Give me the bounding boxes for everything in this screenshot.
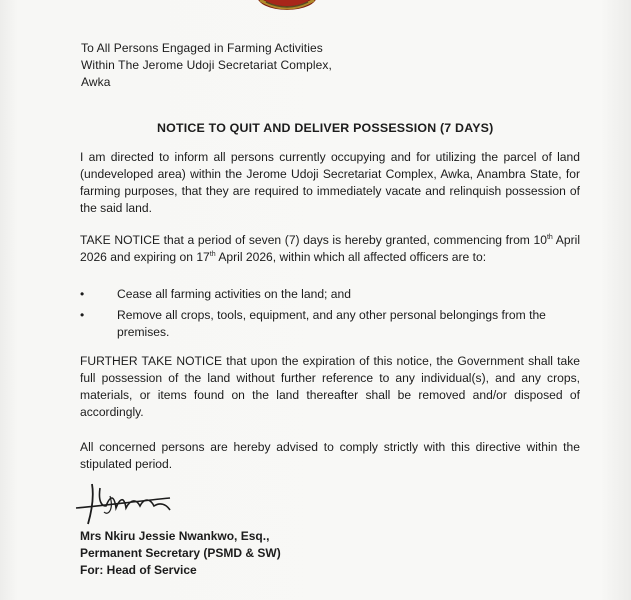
signatory-block (80, 528, 281, 579)
list-item-text: Remove all crops, tools, equipment, and any other personal belongings from the premises. (117, 308, 546, 339)
take-notice-text-2: April 2026 and expiring on 17 (80, 233, 581, 264)
paragraph-take-notice (80, 232, 580, 266)
notice-title: NOTICE TO QUIT AND DELIVER POSSESSION (7 DAYS) (157, 121, 494, 135)
bullet-icon: • (80, 308, 85, 322)
bullet-list (80, 286, 580, 341)
superscript-th-2: th (209, 250, 216, 258)
paragraph-directive: I am directed to inform all persons currently occupying and for utilizing the parcel of land (undeveloped area) within the Jerome Udoji Secretariat Complex, Awka, Anambra State, for farming purposes, that they are required to immediately vacate and relinquish possession of the said land. (80, 150, 580, 215)
signatory-name: Mrs Nkiru Jessie Nwankwo, Esq., (80, 529, 270, 543)
coat-of-arms-emblem-icon (252, 0, 322, 14)
paragraph-advisory: All concerned persons are hereby advised to comply strictly with this directive within the stipulated period. (80, 440, 580, 471)
recipient-address (81, 40, 332, 91)
list-item-text: Cease all farming activities on the land; and (117, 287, 351, 301)
list-item (80, 307, 580, 341)
signatory-for: For: Head of Service (80, 563, 197, 577)
recipient-line-1: To All Persons Engaged in Farming Activities (81, 41, 323, 55)
recipient-line-2: Within The Jerome Udoji Secretariat Complex, (81, 58, 332, 72)
bullet-icon: • (80, 287, 85, 301)
recipient-line-3: Awka (81, 75, 111, 89)
take-notice-text-3: April 2026, within which all affected officers are to: (215, 250, 487, 264)
list-item (80, 286, 580, 303)
take-notice-text-1: TAKE NOTICE that a period of seven (7) days is hereby granted, commencing from 10 (80, 233, 547, 247)
superscript-th-1: th (546, 233, 553, 241)
signature-icon (70, 476, 190, 526)
signatory-position: Permanent Secretary (PSMD & SW) (80, 546, 281, 560)
paragraph-further-notice: FURTHER TAKE NOTICE that upon the expiration of this notice, the Government shall take full possession of the land without further reference to any individual(s), and any crops, materials, or items found on the land thereafter shall be removed and/or disposed of accordingly. (80, 354, 580, 419)
